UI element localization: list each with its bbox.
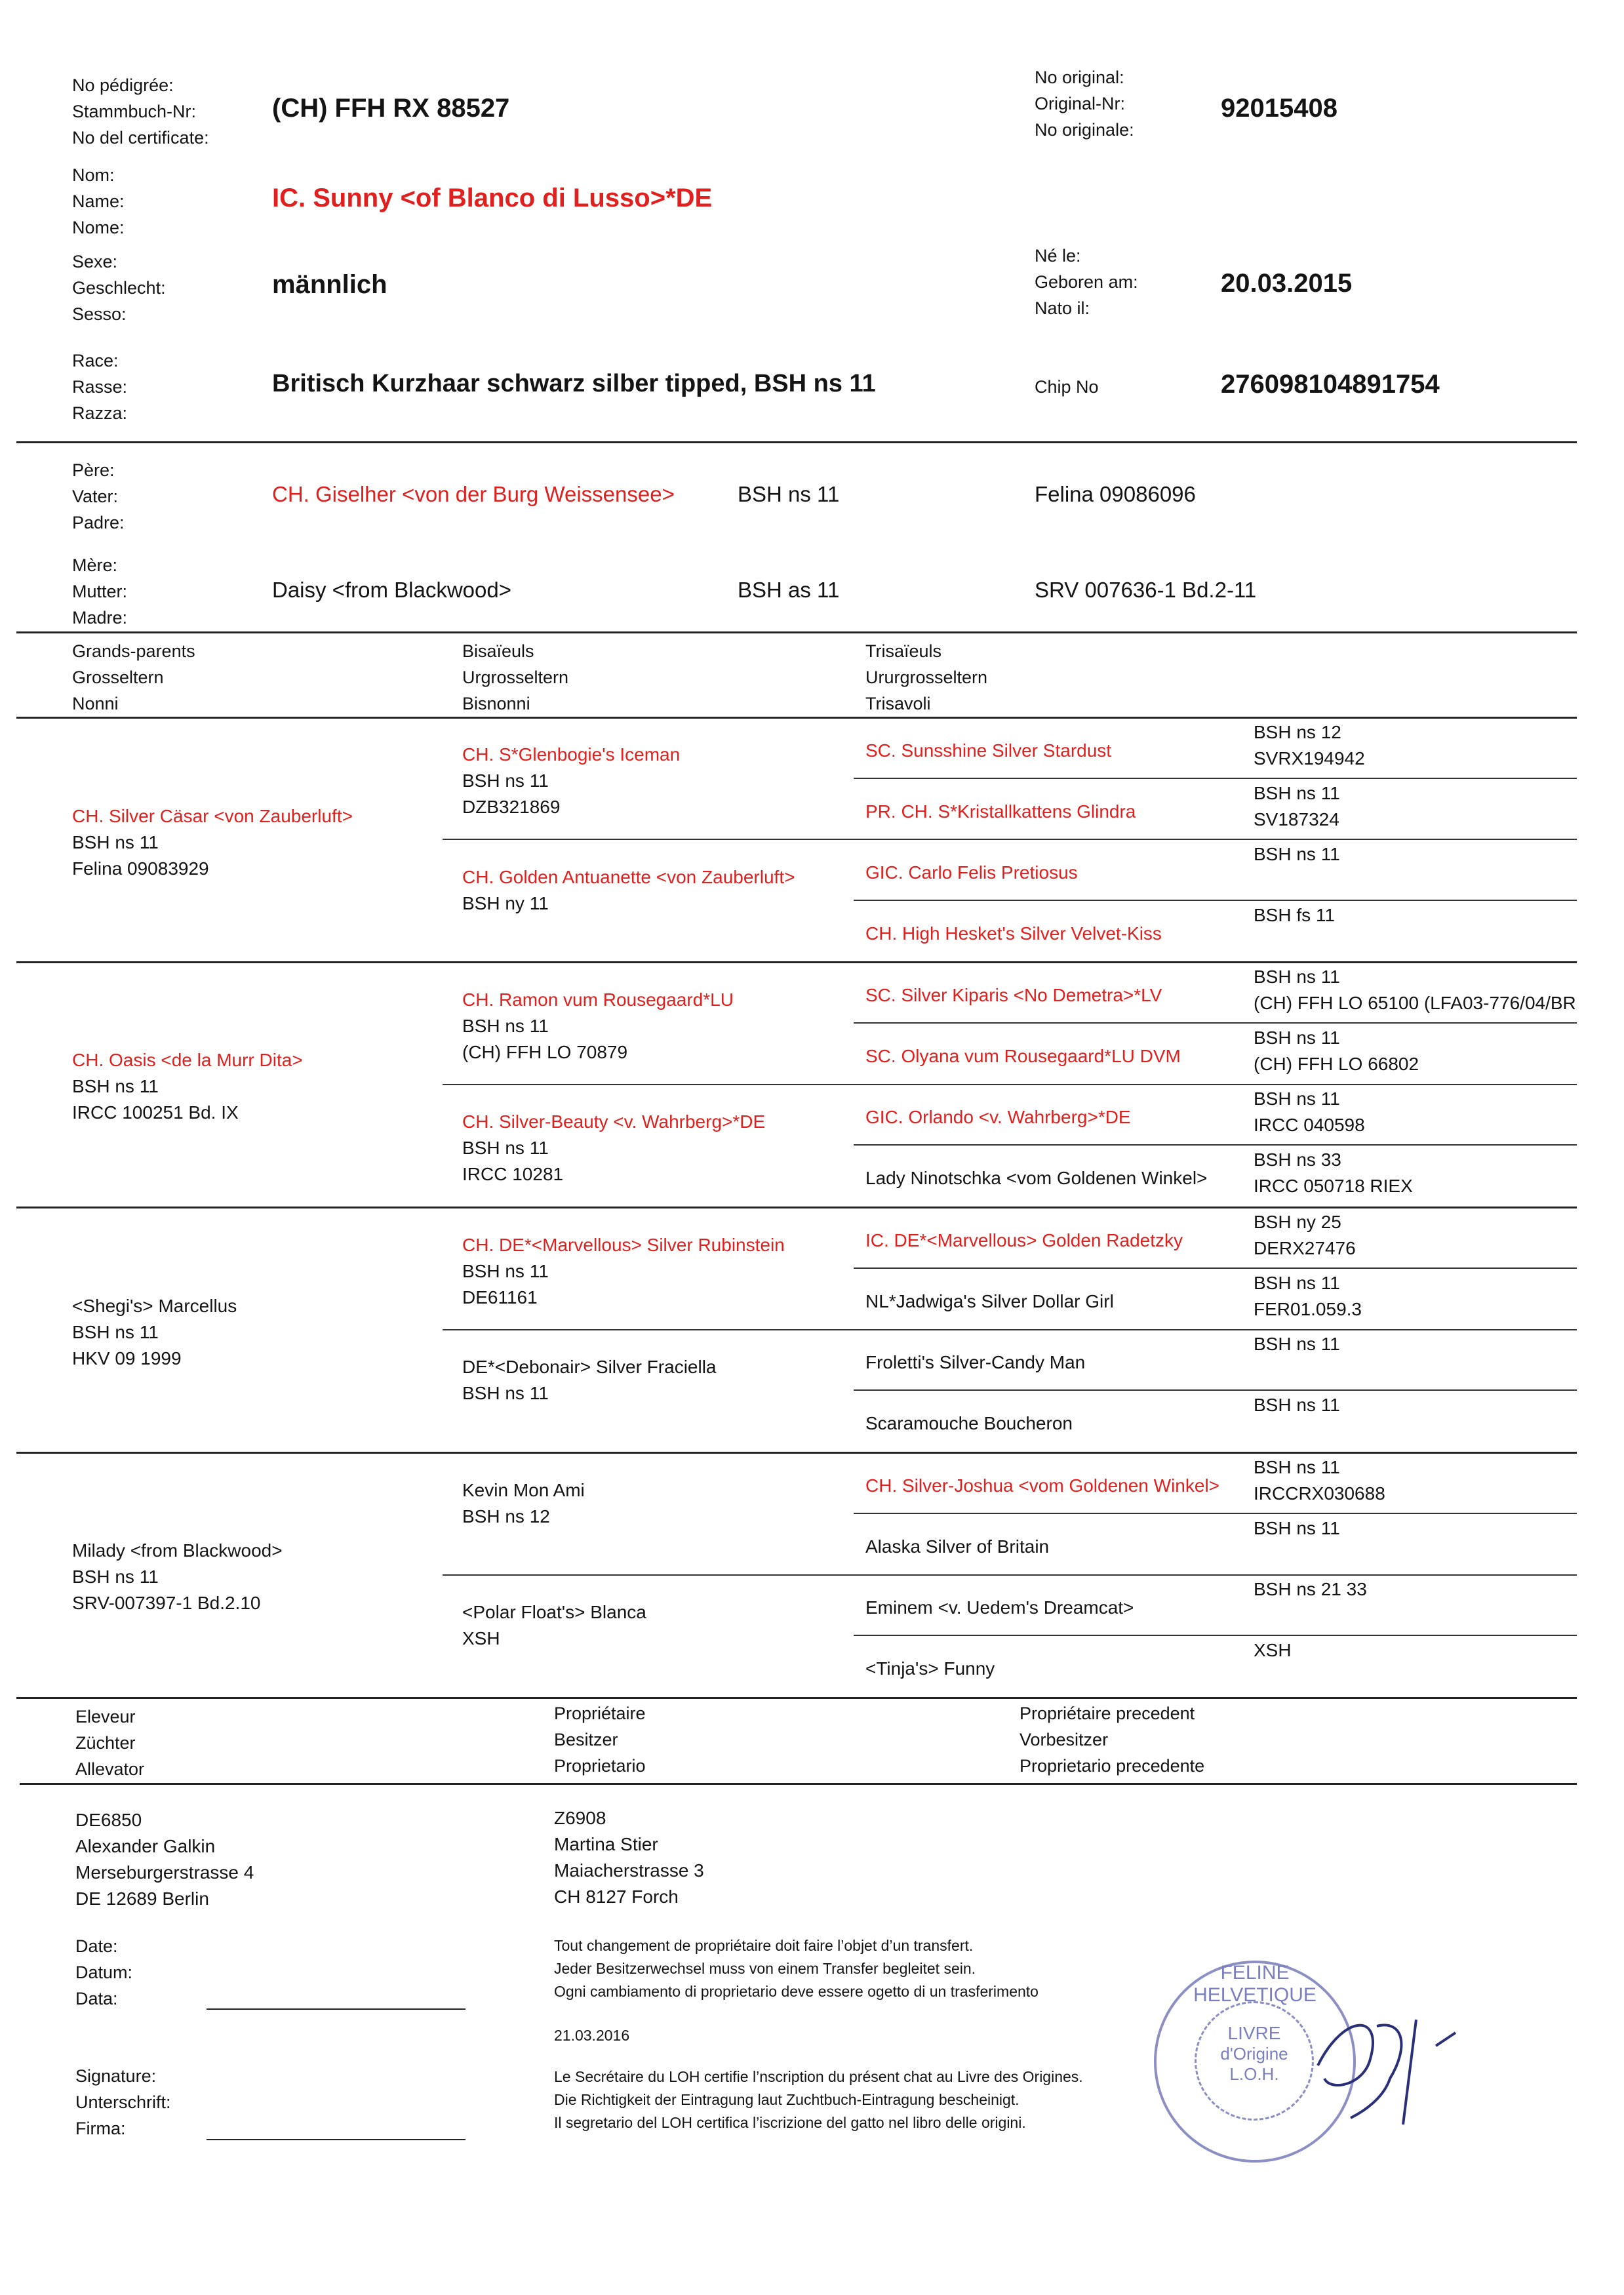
great-grandparent-1b: CH. Golden Antuanette <von Zauberluft> BSH ny 11 — [462, 867, 795, 913]
divider-g3-r3 — [854, 1389, 1577, 1391]
breed: Britisch Kurzhaar schwarz silber tipped, BSH ns 11 — [272, 370, 876, 397]
birth-date: 20.03.2015 — [1221, 269, 1353, 298]
original-number: 92015408 — [1221, 94, 1337, 123]
owner-address: Z6908 Martina Stier Maiacherstrasse 3 CH 8127 Forch — [554, 1808, 704, 1907]
divider-parents — [16, 631, 1577, 633]
gggp-3-3-info: BSH ns 11 — [1254, 1334, 1340, 1354]
gggp-1-2-info: BSH ns 11 SV187324 — [1254, 783, 1340, 829]
chip-number: 276098104891754 — [1221, 370, 1440, 399]
grandparents-header: Grands-parents Grosseltern Nonni — [72, 641, 195, 713]
great-grandparent-3a: CH. DE*<Marvellous> Silver Rubinstein BSH ns 11 DE61161 — [462, 1235, 785, 1307]
certification-text: Le Secrétaire du LOH certifie l’nscription du présent chat au Livre des Origines. Die Richtigkeit der Eintragung laut Zuchtbuch-Eintragung bescheinigt. Il segretario del LOH certifica l’iscrizione del gatto nel libro delle origini. — [554, 2068, 1083, 2131]
divider-g4-r3 — [854, 1635, 1577, 1636]
breeder-header: Eleveur Züchter Allevator — [75, 1707, 145, 1779]
gggp-3-4-name: Scaramouche Boucheron — [865, 1413, 1073, 1433]
handwritten-signature — [1305, 1987, 1475, 2144]
gggp-4-4-info: XSH — [1254, 1640, 1292, 1660]
mother-ems: BSH as 11 — [738, 578, 840, 602]
signature-labels: Signature: Unterschrift: Firma: — [75, 2066, 171, 2138]
gggp-4-3-info: BSH ns 21 33 — [1254, 1579, 1367, 1599]
seal-center: LIVRE d'Origine L.O.H. — [1195, 2001, 1314, 2121]
gggp-1-1-info: BSH ns 12 SVRX194942 — [1254, 722, 1365, 768]
issue-date: 21.03.2016 — [554, 2027, 630, 2044]
great-grandparent-2a: CH. Ramon vum Rousegaard*LU BSH ns 11 (CH) FFH LO 70879 — [462, 989, 734, 1062]
gggp-1-2-name: PR. CH. S*Kristallkattens Glindra — [865, 801, 1136, 822]
gggp-3-4-info: BSH ns 11 — [1254, 1395, 1340, 1415]
grandparent-1: CH. Silver Cäsar <von Zauberluft> BSH ns 11 Felina 09083929 — [72, 806, 353, 879]
gggp-2-4-name: Lady Ninotschka <vom Goldenen Winkel> — [865, 1168, 1208, 1188]
gggp-1-4-info: BSH fs 11 — [1254, 905, 1335, 925]
gggp-2-4-info: BSH ns 33 IRCC 050718 RIEX — [1254, 1149, 1413, 1196]
previous-owner-header: Propriétaire precedent Vorbesitzer Proprietario precedente — [1020, 1704, 1205, 1776]
name-labels: Nom: Name: Nome: — [72, 165, 125, 237]
grandparent-3: <Shegi's> Marcellus BSH ns 11 HKV 09 1999 — [72, 1296, 237, 1368]
divider-g2-r1 — [854, 1022, 1577, 1024]
divider-g3-r1 — [854, 1267, 1577, 1269]
divider-g2-mid — [443, 1084, 1577, 1085]
divider-group-4 — [16, 1697, 1577, 1699]
gggp-3-2-info: BSH ns 11 FER01.059.3 — [1254, 1273, 1362, 1319]
gggp-2-2-name: SC. Olyana vum Rousegaard*LU DVM — [865, 1046, 1181, 1066]
father-name: CH. Giselher <von der Burg Weissensee> — [272, 482, 675, 506]
sex-labels: Sexe: Geschlecht: Sesso: — [72, 252, 166, 324]
owner-header: Propriétaire Besitzer Proprietario — [554, 1704, 646, 1776]
cat-name: IC. Sunny <of Blanco di Lusso>*DE — [272, 184, 713, 212]
grandparent-2: CH. Oasis <de la Murr Dita> BSH ns 11 IRCC 100251 Bd. IX — [72, 1050, 303, 1123]
father-registration: Felina 09086096 — [1035, 482, 1196, 506]
gggp-1-3-info: BSH ns 11 — [1254, 844, 1340, 864]
father-labels: Père: Vater: Padre: — [72, 460, 125, 532]
race-labels: Race: Rasse: Razza: — [72, 351, 128, 423]
gggp-1-1-name: SC. Sunsshine Silver Stardust — [865, 740, 1112, 761]
breeder-address: DE6850 Alexander Galkin Merseburgerstrasse 4 DE 12689 Berlin — [75, 1810, 254, 1909]
date-line — [207, 2008, 465, 2010]
chip-label: Chip No — [1035, 377, 1099, 397]
gggp-1-4-name: CH. High Hesket's Silver Velvet-Kiss — [865, 923, 1162, 944]
gggp-3-1-info: BSH ny 25 DERX27476 — [1254, 1212, 1356, 1258]
gggp-4-2-info: BSH ns 11 — [1254, 1518, 1340, 1538]
gggp-3-1-name: IC. DE*<Marvellous> Golden Radetzky — [865, 1230, 1183, 1250]
gggp-4-1-name: CH. Silver-Joshua <vom Goldenen Winkel> — [865, 1475, 1220, 1496]
date-labels: Date: Datum: Data: — [75, 1936, 133, 2008]
great-great-grandparents-header: Trisaïeuls Ururgrosseltern Trisavoli — [865, 641, 988, 713]
divider-g3-mid — [443, 1329, 1577, 1330]
divider-header — [16, 441, 1577, 443]
divider-g1-r3 — [854, 900, 1577, 901]
divider-group-3 — [16, 1452, 1577, 1454]
divider-g4-mid — [443, 1574, 1577, 1576]
pedigree-number: (CH) FFH RX 88527 — [272, 94, 510, 123]
grandparent-4: Milady <from Blackwood> BSH ns 11 SRV-007397-1 Bd.2.10 — [72, 1540, 283, 1613]
great-grandparent-2b: CH. Silver-Beauty <v. Wahrberg>*DE BSH ns 11 IRCC 10281 — [462, 1111, 766, 1184]
divider-ancestor-header — [16, 717, 1577, 719]
mother-labels: Mère: Mutter: Madre: — [72, 555, 128, 628]
great-grandparent-4a: Kevin Mon Ami BSH ns 12 — [462, 1480, 585, 1527]
signature-line — [207, 2139, 465, 2140]
mother-name: Daisy <from Blackwood> — [272, 578, 511, 602]
divider-footer — [20, 1783, 1577, 1785]
seal-ring-text: FELINE HELVETIQUE — [1193, 1962, 1317, 2006]
gggp-2-3-name: GIC. Orlando <v. Wahrberg>*DE — [865, 1107, 1131, 1127]
gggp-2-1-name: SC. Silver Kiparis <No Demetra>*LV — [865, 985, 1162, 1005]
divider-g1-r1 — [854, 778, 1577, 779]
great-grandparent-3b: DE*<Debonair> Silver Fraciella BSH ns 11 — [462, 1357, 717, 1403]
great-grandparents-header: Bisaïeuls Urgrosseltern Bisnonni — [462, 641, 569, 713]
gggp-4-3-name: Eminem <v. Uedem's Dreamcat> — [865, 1597, 1134, 1618]
great-grandparent-4b: <Polar Float's> Blanca XSH — [462, 1602, 646, 1648]
transfer-notice: Tout changement de propriétaire doit faire l’objet d’un transfert. Jeder Besitzerwechsel muss von einem Transfer begleitet sein. Ogni cambiamento di proprietario deve essere ogetto di un trasferimento — [554, 1937, 1039, 2000]
divider-g2-r3 — [854, 1144, 1577, 1146]
gggp-4-4-name: <Tinja's> Funny — [865, 1658, 995, 1679]
original-no-labels: No original: Original-Nr: No originale: — [1035, 68, 1134, 140]
cat-sex: männlich — [272, 270, 387, 299]
gggp-1-3-name: GIC. Carlo Felis Pretiosus — [865, 862, 1078, 883]
great-grandparent-1a: CH. S*Glenbogie's Iceman BSH ns 11 DZB321869 — [462, 744, 681, 817]
gggp-4-1-info: BSH ns 11 IRCCRX030688 — [1254, 1457, 1385, 1504]
gggp-3-2-name: NL*Jadwiga's Silver Dollar Girl — [865, 1291, 1114, 1311]
father-ems: BSH ns 11 — [738, 482, 840, 506]
gggp-2-1-info: BSH ns 11 (CH) FFH LO 65100 (LFA03-776/04/BR — [1254, 967, 1576, 1013]
divider-group-1 — [16, 961, 1577, 963]
born-labels: Né le: Geboren am: Nato il: — [1035, 246, 1138, 318]
gggp-4-2-name: Alaska Silver of Britain — [865, 1536, 1050, 1557]
gggp-3-3-name: Froletti's Silver-Candy Man — [865, 1352, 1086, 1372]
mother-registration: SRV 007636-1 Bd.2-11 — [1035, 578, 1257, 602]
divider-group-2 — [16, 1207, 1577, 1208]
divider-g1-mid — [443, 839, 1577, 840]
gggp-2-2-info: BSH ns 11 (CH) FFH LO 66802 — [1254, 1028, 1419, 1074]
pedigree-no-labels: No pédigrée: Stammbuch-Nr: No del certificate: — [72, 75, 209, 148]
gggp-2-3-info: BSH ns 11 IRCC 040598 — [1254, 1088, 1365, 1135]
divider-g4-r1 — [854, 1513, 1577, 1514]
